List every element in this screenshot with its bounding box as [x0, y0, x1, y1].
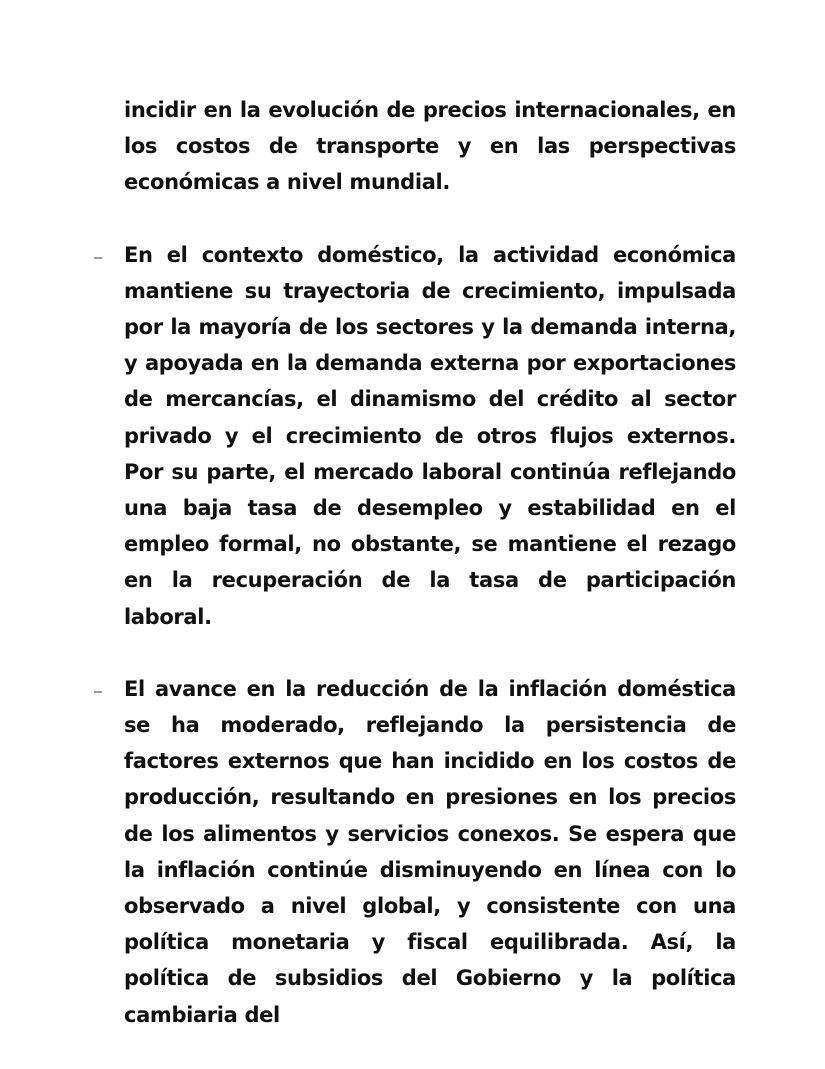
- dash-bullet-icon: [94, 691, 102, 693]
- bullet-paragraph-text: El avance en la reducción de la inflación doméstica se ha moderado, reflejando la persistencia de factores externos que han incidido en los costos de producción, resultando en presiones en los precios de los alimentos y servicios conexos. Se espera que la inflación continúe disminuyendo en línea con lo observado a nivel global, y consistente con una política monetaria y fiscal equilibrada. Así, la política de subsidios del Gobierno y la política cambiaria del: [124, 676, 736, 1027]
- bullet-paragraph-domestic-activity: [124, 237, 736, 635]
- paragraph-continuation: incidir en la evolución de precios internacionales, en los costos de transporte y en las perspectivas económicas a nivel mundial.: [124, 98, 736, 195]
- document-body: [124, 92, 736, 1069]
- bullet-paragraph-text: En el contexto doméstico, la actividad económica mantiene su trayectoria de crecimiento, impulsada por la mayoría de los sectores y la demanda interna, y apoyada en la demanda externa por exportaciones de mercancías, el dinamismo del crédito al sector privado y el crecimiento de otros flujos externos. Por su parte, el mercado laboral continúa reflejando una baja tasa de desempleo y estabilidad en el empleo formal, no obstante, se mantiene el rezago en la recuperación de la tasa de participación laboral.: [124, 242, 736, 629]
- bullet-paragraph-inflation: [124, 671, 736, 1033]
- dash-bullet-icon: [94, 257, 102, 259]
